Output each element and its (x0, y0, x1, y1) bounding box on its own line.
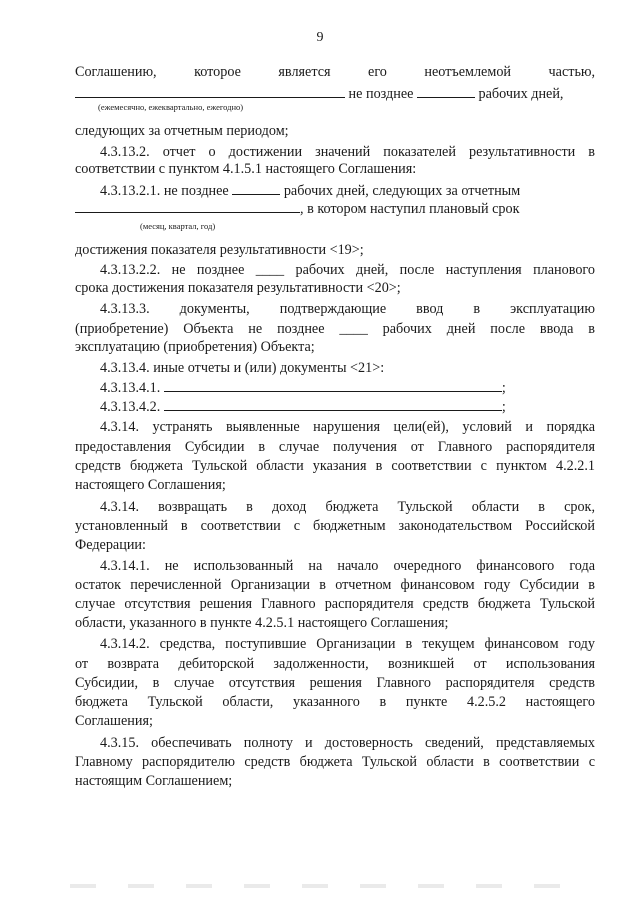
blank-field (164, 398, 502, 411)
blank-field (75, 85, 345, 98)
text-line: настоящего Соглашения; (75, 477, 226, 493)
text-line: Главному распорядителю средств бюджета Тульской области в соответствии с (75, 754, 595, 770)
field-hint: (месяц, квартал, год) (140, 221, 216, 231)
blank-field (75, 200, 300, 213)
text-line: Федерации: (75, 537, 146, 553)
text-line: 4.3.13.2.2. не позднее ____ рабочих дней, после наступления планового (100, 262, 595, 278)
text-line: настоящим Соглашением; (75, 773, 233, 789)
bleed-through-marks (70, 884, 570, 888)
text-line: Субсидии, в случае отсутствия решения Главного распорядителя средств (75, 675, 595, 691)
text-line: следующих за отчетным периодом; (75, 123, 289, 139)
text-line: бюджета Тульской области, указанного в пункте 4.2.5.2 настоящего (75, 694, 595, 710)
text-line: 4.3.13.4.2. ; (100, 399, 506, 415)
text-line: 4.3.15. обеспечивать полноту и достоверность сведений, представляемых (100, 735, 595, 751)
blank-field (232, 182, 280, 195)
text-line: 4.3.14. возвращать в доход бюджета Тульской области в срок, (100, 499, 595, 515)
text-line: 4.3.13.3. документы, подтверждающие ввод в эксплуатацию (100, 301, 595, 317)
text-line: случае отсутствия решения Главного распорядителя средств бюджета Тульской (75, 596, 595, 612)
text-line: средств бюджета Тульской области указания в соответствии с пунктом 4.2.2.1 (75, 458, 595, 474)
text-line: срока достижения показателя результативности <20>; (75, 280, 401, 296)
text-line: 4.3.13.4. иные отчеты и (или) документы <21>: (100, 360, 385, 376)
text-line: предоставления Субсидии в случае получения от Главного распорядителя (75, 439, 595, 455)
text-line: Соглашению, которое является его неотъемлемой частью, (75, 64, 596, 80)
text-line: остаток перечисленной Организации в отчетном финансовом году Субсидии в (75, 577, 595, 593)
text-line: эксплуатацию (приобретения) Объекта; (75, 339, 315, 355)
text-line: Соглашения; (75, 713, 153, 729)
text-line: области, указанного в пункте 4.2.5.1 настоящего Соглашения; (75, 615, 449, 631)
field-hint: (ежемесячно, ежеквартально, ежегодно) (98, 102, 244, 112)
text-line: 4.3.13.2. отчет о достижении значений показателей результативности в (100, 144, 595, 160)
text-line: 4.3.14. устранять выявленные нарушения цели(ей), условий и порядка (100, 419, 595, 435)
blank-field (417, 85, 475, 98)
text-line: не позднее рабочих дней, (75, 85, 595, 103)
text-line: 4.3.13.2.1. не позднее рабочих дней, следующих за отчетным (100, 183, 521, 199)
blank-field (164, 379, 502, 392)
text-line: , в котором наступил плановый срок (75, 200, 595, 218)
text-line: от возврата дебиторской задолженности, возникшей от использования (75, 656, 595, 672)
text-line: 4.3.14.1. не использованный на начало очередного финансового года (100, 558, 595, 574)
text-line: достижения показателя результативности <19>; (75, 242, 364, 258)
text-line: установленный в соответствии с бюджетным законодательством Российской (75, 518, 595, 534)
text-line: (приобретение) Объекта не позднее ____ рабочих дней после ввода в (75, 321, 595, 337)
text-line: соответствии с пунктом 4.1.5.1 настоящего Соглашения: (75, 161, 417, 177)
page-number: 9 (316, 30, 324, 45)
text-line: 4.3.13.4.1. ; (100, 380, 506, 396)
text-line: 4.3.14.2. средства, поступившие Организации в текущем финансовом году (100, 636, 595, 652)
